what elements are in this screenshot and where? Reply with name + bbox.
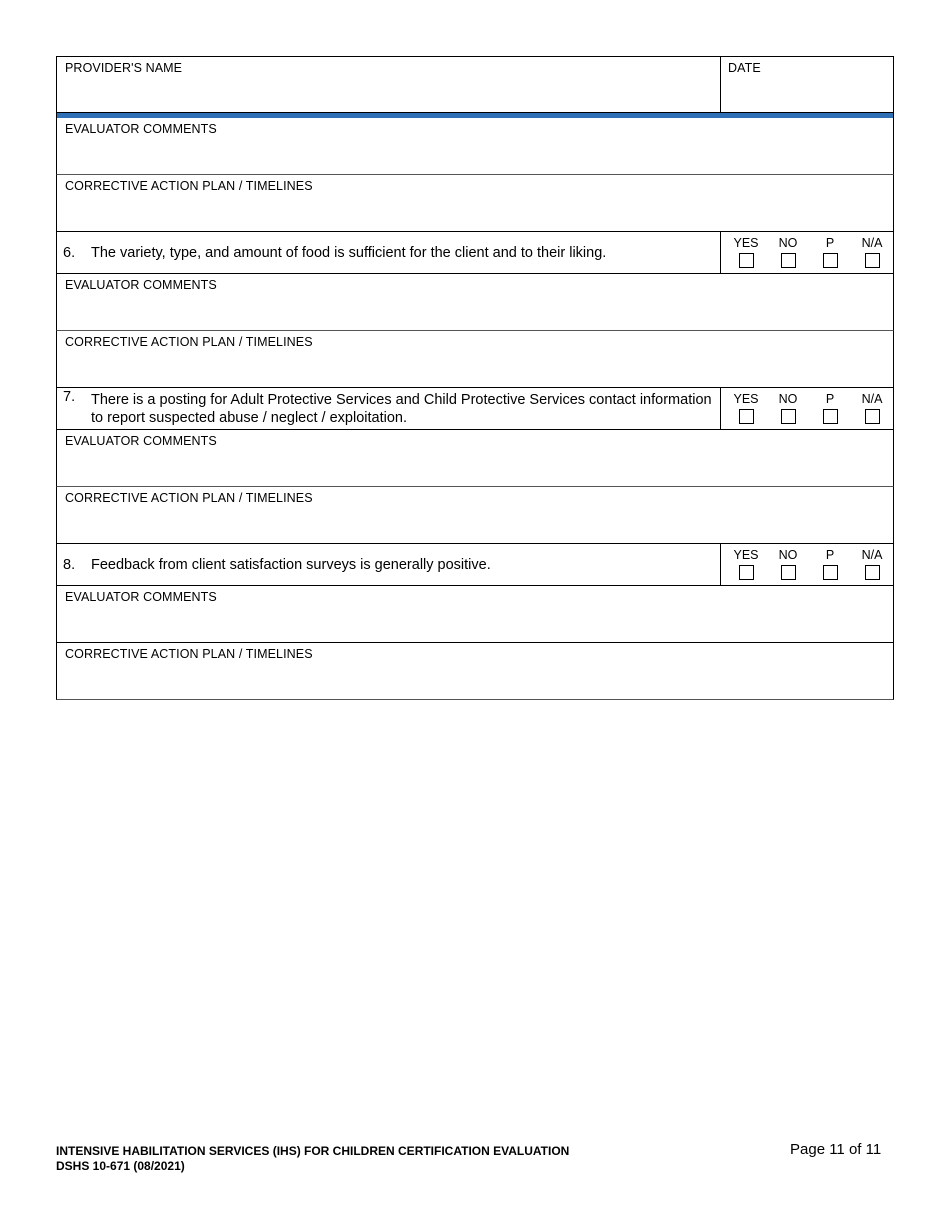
q8-na-checkbox[interactable]: [865, 565, 880, 580]
corrective-action-label: CORRECTIVE ACTION PLAN / TIMELINES: [65, 647, 313, 661]
corrective-action-field[interactable]: [56, 487, 894, 544]
evaluator-comments-field[interactable]: [56, 118, 894, 175]
q6-yes-checkbox[interactable]: [739, 253, 754, 268]
q6-no-checkbox[interactable]: [781, 253, 796, 268]
corrective-action-field[interactable]: [56, 331, 894, 388]
q6-yes-option[interactable]: YES: [726, 236, 766, 268]
q7-no-option[interactable]: NO: [768, 392, 808, 424]
header-row: [56, 56, 894, 113]
q8-no-checkbox[interactable]: [781, 565, 796, 580]
q7-na-option[interactable]: N/A: [852, 392, 892, 424]
q8-yes-option[interactable]: YES: [726, 548, 766, 580]
q7-no-checkbox[interactable]: [781, 409, 796, 424]
q7-yes-checkbox[interactable]: [739, 409, 754, 424]
q7-p-option[interactable]: P: [810, 392, 850, 424]
q7-p-checkbox[interactable]: [823, 409, 838, 424]
q6-na-option[interactable]: N/A: [852, 236, 892, 268]
question-6-text: 6. The variety, type, and amount of food is sufficient for the client and to their liking.: [63, 244, 607, 261]
footer-title: INTENSIVE HABILITATION SERVICES (IHS) FOR CHILDREN CERTIFICATION EVALUATION: [56, 1144, 570, 1158]
evaluator-comments-label: EVALUATOR COMMENTS: [65, 434, 217, 448]
question-7-row: [56, 388, 894, 430]
q6-na-checkbox[interactable]: [865, 253, 880, 268]
corrective-action-field[interactable]: [56, 175, 894, 232]
q6-p-checkbox[interactable]: [823, 253, 838, 268]
footer-form-info: [56, 1144, 569, 1174]
page-number: Page 11 of 11: [790, 1141, 882, 1158]
corrective-action-label: CORRECTIVE ACTION PLAN / TIMELINES: [65, 335, 313, 349]
q7-na-checkbox[interactable]: [865, 409, 880, 424]
question-7-text: 7. There is a posting for Adult Protective Services and Child Protective Services contact information to report suspected abuse / neglect / exploitation.: [63, 389, 712, 426]
evaluator-comments-field[interactable]: [56, 430, 894, 487]
q8-na-option[interactable]: N/A: [852, 548, 892, 580]
q8-no-option[interactable]: NO: [768, 548, 808, 580]
question-6-row: [56, 232, 894, 274]
q7-yes-option[interactable]: YES: [726, 392, 766, 424]
corrective-action-label: CORRECTIVE ACTION PLAN / TIMELINES: [65, 491, 313, 505]
date-field[interactable]: DATE: [728, 61, 761, 75]
q6-p-option[interactable]: P: [810, 236, 850, 268]
evaluator-comments-label: EVALUATOR COMMENTS: [65, 278, 217, 292]
question-8-row: [56, 544, 894, 586]
evaluator-comments-field[interactable]: [56, 274, 894, 331]
q8-p-option[interactable]: P: [810, 548, 850, 580]
evaluator-comments-label: EVALUATOR COMMENTS: [65, 590, 217, 604]
q6-no-option[interactable]: NO: [768, 236, 808, 268]
question-8-text: 8. Feedback from client satisfaction surveys is generally positive.: [63, 556, 491, 573]
evaluation-form: [56, 56, 894, 700]
corrective-action-field[interactable]: [56, 643, 894, 700]
evaluator-comments-label: EVALUATOR COMMENTS: [65, 122, 217, 136]
footer-form-id: DSHS 10-671 (08/2021): [56, 1159, 185, 1173]
q8-yes-checkbox[interactable]: [739, 565, 754, 580]
corrective-action-label: CORRECTIVE ACTION PLAN / TIMELINES: [65, 179, 313, 193]
provider-name-field[interactable]: PROVIDER'S NAME: [65, 61, 183, 75]
evaluator-comments-field[interactable]: [56, 586, 894, 643]
q8-p-checkbox[interactable]: [823, 565, 838, 580]
